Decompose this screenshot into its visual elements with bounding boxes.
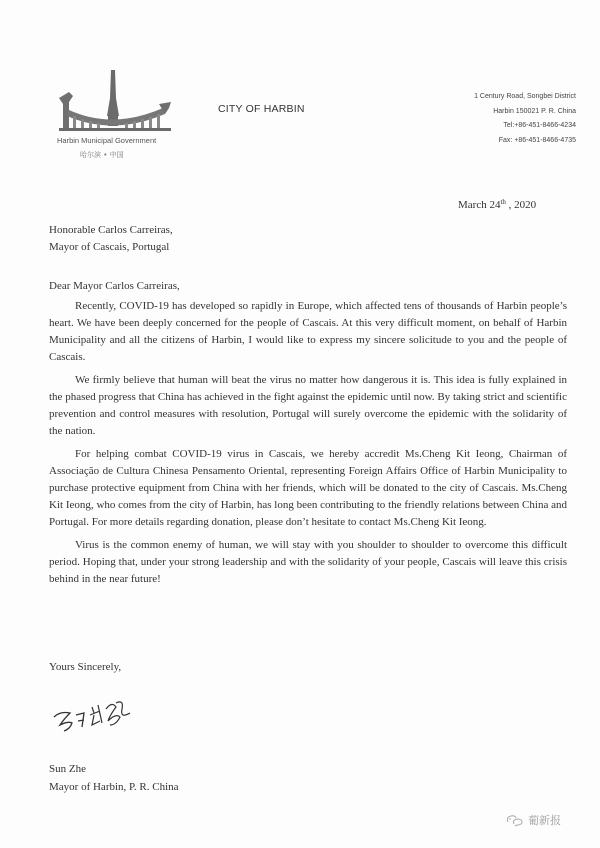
recipient-block — [49, 222, 173, 256]
recipient-name: Honorable Carlos Carreiras, — [49, 224, 173, 236]
handwritten-signature-icon — [50, 695, 140, 735]
letter-body — [49, 298, 567, 594]
address-line: 1 Century Road, Songbei District — [474, 93, 576, 100]
letter-date — [458, 199, 536, 211]
date-suffix: th — [500, 198, 506, 206]
signer-title: Mayor of Harbin, P. R. China — [49, 781, 179, 793]
logo-subcaption: 哈尔滨 • 中国 — [80, 151, 124, 159]
fax-line: Fax: +86-451-8466-4735 — [498, 136, 576, 144]
signer-name: Sun Zhe — [49, 763, 86, 775]
wechat-logo-icon — [505, 813, 525, 827]
logo-caption: Harbin Municipal Government — [57, 136, 157, 145]
harbin-monument-icon — [55, 68, 175, 138]
watermark — [505, 812, 561, 828]
date-month-day: March 24 — [458, 199, 501, 211]
closing: Yours Sincerely, — [49, 661, 122, 673]
paragraph: For helping combat COVID-19 virus in Cascais, we hereby accredit Ms.Cheng Kit Ieong, Chairman of Associação de Cultura Chinesa Pensamento Oriental, representing Foreign Affairs Office of Harbin Municipality to purchase protective equipment from China with her friends, which will be donated to the city of Cascais. Ms.Cheng Kit Ieong, who comes from the city of Harbin, has long been contributing to the friendly relations between China and Portugal. For more details regarding donation, please don’t hesitate to contact Ms.Cheng Kit Ieong. — [49, 448, 567, 528]
salutation: Dear Mayor Carlos Carreiras, — [49, 280, 180, 292]
paragraph: Recently, COVID-19 has developed so rapidly in Europe, which affected tens of thousands of Harbin people’s heart. We have been deeply concerned for the people of Cascais. At this very difficult moment, on behalf of Harbin Municipality and all the citizens of Harbin, I would like to express my sincere solicitude to you and the people of Cascais. — [49, 300, 567, 363]
paragraph: We firmly believe that human will beat the virus no matter how dangerous it is. This idea is fully explained in the phased progress that China has achieved in the fight against the epidemic until now. By taking strict and scientific prevention and control measures with resolution, Portugal will surely overcome the epidemic with the solidarity of the nation. — [49, 374, 567, 437]
city-title: CITY OF HARBIN — [218, 103, 305, 115]
address-block — [474, 90, 576, 148]
signer-block — [49, 760, 179, 796]
phone-line: Tel:+86-451-8466-4234 — [503, 122, 576, 129]
signature — [50, 695, 140, 735]
date-year: , 2020 — [505, 199, 537, 211]
watermark-text: 葡新报 — [528, 814, 561, 827]
paragraph: Virus is the common enemy of human, we will stay with you shoulder to shoulder to overcome this difficult period. Hoping that, under your strong leadership and with the solidarity of your people, Cascais will leave this crisis behind in the near future! — [49, 539, 567, 585]
address-line: Harbin 150021 P. R. China — [493, 107, 576, 115]
recipient-title: Mayor of Cascais, Portugal — [49, 241, 170, 253]
